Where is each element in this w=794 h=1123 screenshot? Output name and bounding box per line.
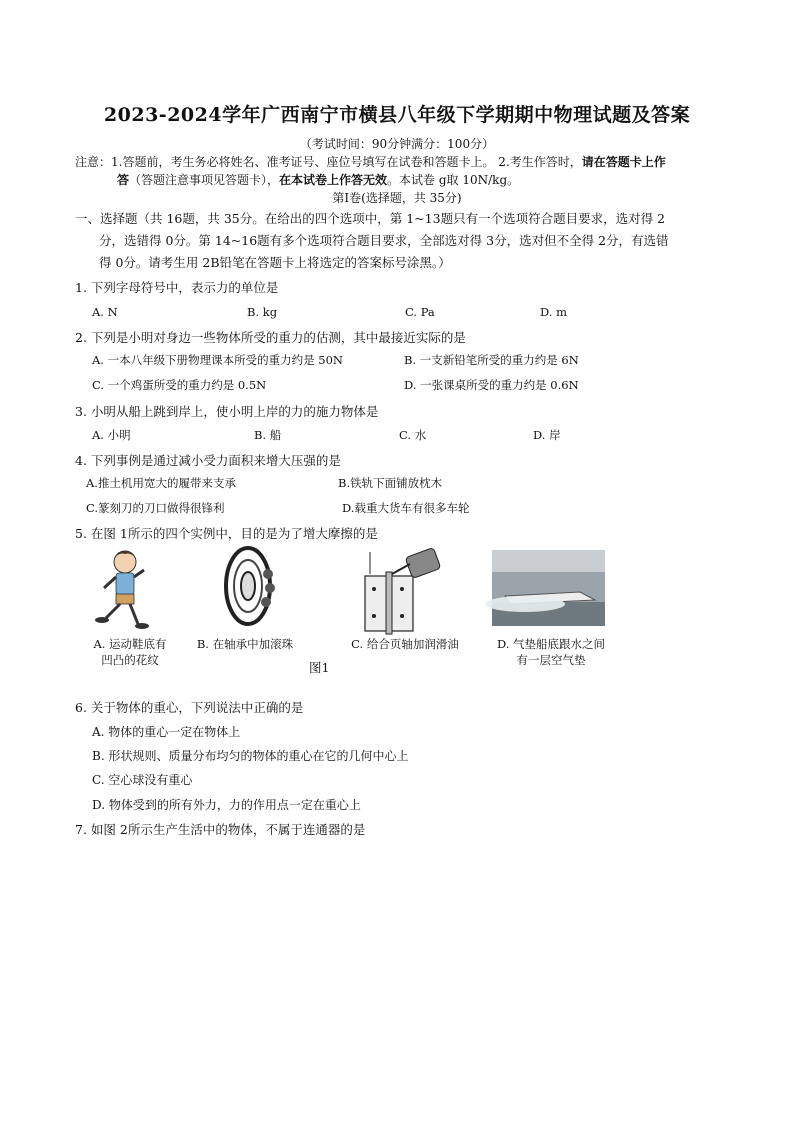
option: D. 岸 bbox=[533, 428, 561, 442]
hinge-oil-illustration bbox=[365, 548, 441, 634]
notes-line2-b: （答题注意事项见答题卡）， bbox=[129, 173, 280, 187]
question-stem: 7. 如图 2所示生产生活中的物体，不属于连通器的是 bbox=[75, 822, 366, 837]
option: C.篆刻刀的刀口做得很锋利 bbox=[86, 501, 225, 515]
notes-line2-c: 在本试卷上作答无效 bbox=[279, 173, 388, 187]
instr-line1: 一、选择题（共 16题，共 35分。在给出的四个选项中，第 1~13题只有一个选项符合题目要求，选对得 2 bbox=[75, 211, 665, 226]
option: C. 一个鸡蛋所受的重力约是 0.5N bbox=[92, 378, 267, 392]
notes-line1-b: 请在答题卡上作 bbox=[581, 155, 666, 169]
figure-label: 图1 bbox=[309, 660, 330, 675]
notes-line1-a: 注意：1.答题前，考生务必将姓名、准考证号、座位号填写在试卷和答题卡上。 2.考生作答时， bbox=[75, 155, 582, 169]
option: D. m bbox=[540, 305, 568, 319]
notes-line2-a: 答 bbox=[117, 173, 130, 187]
option: C. Pa bbox=[405, 305, 435, 319]
instr-line2: 分，选错得 0分。第 14~16题有多个选项符合题目要求，全部选对得 3分，选对但不全得 2分，有选错 bbox=[99, 233, 669, 248]
option: B.铁轨下面铺放枕木 bbox=[338, 476, 443, 490]
document-title: 2023-2024学年广西南宁市横县八年级下学期期中物理试题及答案 bbox=[103, 104, 691, 126]
instructions bbox=[75, 208, 725, 274]
question-stem: 3. 小明从船上跳到岸上，使小明上岸的力的施力物体是 bbox=[75, 404, 379, 419]
caption-d-line1: D. 气垫船底跟水之间 bbox=[496, 637, 606, 651]
option: A. 小明 bbox=[92, 428, 131, 442]
option: D. 物体受到的所有外力，力的作用点一定在重心上 bbox=[92, 798, 361, 812]
option: D. 一张课桌所受的重力约是 0.6N bbox=[404, 378, 579, 392]
question-stem: 4. 下列事例是通过减小受力面积来增大压强的是 bbox=[75, 453, 341, 468]
instr-line3: 得 0分。请考生用 2B铅笔在答题卡上将选定的答案标号涂黑。） bbox=[99, 255, 451, 270]
section-title: 第Ⅰ卷(选择题，共 35分) bbox=[332, 191, 462, 205]
hovercraft-photo bbox=[485, 550, 605, 626]
exam-notes bbox=[75, 153, 735, 189]
notes-line2-d: 。本试卷 g取 10N/kg。 bbox=[387, 173, 520, 187]
bearing-illustration bbox=[226, 548, 275, 624]
option: B. kg bbox=[247, 305, 278, 319]
exam-info: （考试时间：90分钟满分：100分） bbox=[299, 137, 495, 151]
option: B. 形状规则、质量分布均匀的物体的重心在它的几何中心上 bbox=[92, 749, 409, 763]
option: A.推土机用宽大的履带来支承 bbox=[86, 476, 236, 490]
caption-a-line2: 凹凸的花纹 bbox=[101, 653, 159, 667]
question-stem: 6. 关于物体的重心，下列说法中正确的是 bbox=[75, 700, 304, 715]
option: A. 物体的重心一定在物体上 bbox=[92, 725, 241, 739]
question-stem: 5. 在图 1所示的四个实例中，目的是为了增大摩擦的是 bbox=[75, 526, 378, 541]
option: C. 水 bbox=[399, 428, 427, 442]
option: B. 船 bbox=[254, 428, 282, 442]
caption-a bbox=[85, 636, 175, 668]
option: A. 一本八年级下册物理课本所受的重力约是 50N bbox=[92, 353, 343, 367]
option: A. N bbox=[92, 305, 118, 319]
option: B. 一支新铅笔所受的重力约是 6N bbox=[404, 353, 579, 367]
running-boy-illustration bbox=[95, 551, 149, 629]
question-stem: 1. 下列字母符号中，表示力的单位是 bbox=[75, 280, 279, 295]
caption-d bbox=[486, 636, 616, 668]
option: C. 空心球没有重心 bbox=[92, 773, 193, 787]
caption-b: B. 在轴承中加滚珠 bbox=[196, 637, 294, 651]
option: D.载重大货车有很多车轮 bbox=[342, 501, 470, 515]
caption-d-line2: 有一层空气垫 bbox=[516, 653, 586, 667]
caption-c: C. 给合页轴加润滑油 bbox=[351, 637, 459, 651]
caption-a-line1: A. 运动鞋底有 bbox=[93, 637, 167, 651]
question-stem: 2. 下列是小明对身边一些物体所受的重力的估测，其中最接近实际的是 bbox=[75, 330, 466, 345]
